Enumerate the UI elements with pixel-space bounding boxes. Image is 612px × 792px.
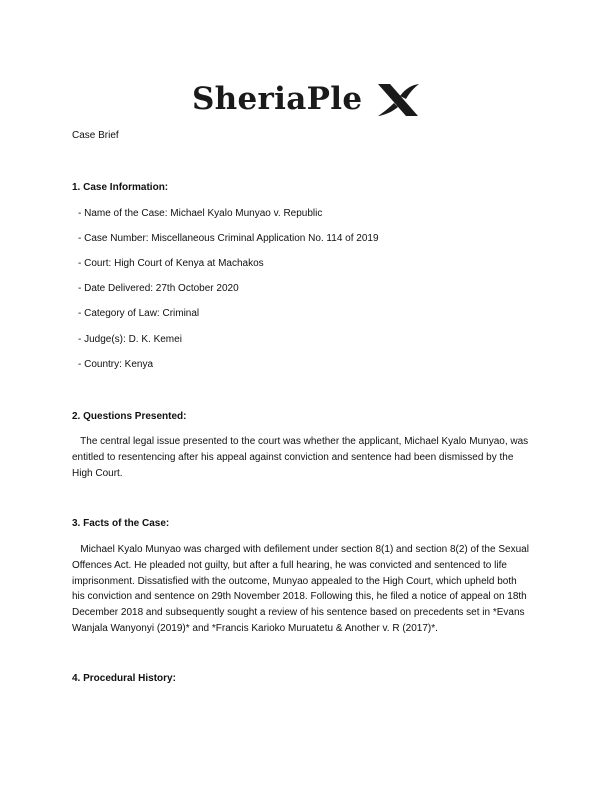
section-heading-facts-of-the-case: 3. Facts of the Case: <box>72 518 170 529</box>
x-mark-icon <box>376 82 420 118</box>
paragraph-line: The central legal issue presented to the court was whether the applicant, Michael Kyalo Munyao, was <box>72 436 529 447</box>
paragraph-line: High Court. <box>72 468 123 479</box>
paragraph-line: his conviction and sentence on 29th November 2018. Following this, he filed a notice of appeal on 18th <box>72 591 527 602</box>
case-info-item: - Case Number: Miscellaneous Criminal Application No. 114 of 2019 <box>78 233 379 244</box>
document-label: Case Brief <box>72 130 119 141</box>
section-heading-questions-presented: 2. Questions Presented: <box>72 411 187 422</box>
section-heading-case-information: 1. Case Information: <box>72 182 169 193</box>
case-info-item: - Judge(s): D. K. Kemei <box>78 334 182 345</box>
paragraph-line: Offences Act. He pleaded not guilty, but after a full hearing, he was convicted and sentenced to life <box>72 560 507 571</box>
paragraph-line: entitled to resentencing after his appeal against conviction and sentence had been dismissed by the <box>72 452 514 463</box>
sheriaplex-logo <box>192 76 424 122</box>
paragraph-line: Wanjala Wanyonyi (2019)* and *Francis Karioko Muruatetu & Another v. R (2017)*. <box>72 623 438 634</box>
paragraph-line: Michael Kyalo Munyao was charged with defilement under section 8(1) and section 8(2) of the Sexual <box>72 544 529 555</box>
section-heading-procedural-history: 4. Procedural History: <box>72 673 176 684</box>
case-info-item: - Country: Kenya <box>78 359 154 370</box>
paragraph-line: December 2018 and subsequently sought a review of his sentence based on precedents set in *Evans <box>72 607 525 618</box>
case-info-item: - Category of Law: Criminal <box>78 308 200 319</box>
logo-wordmark: SheriaPle <box>192 81 363 117</box>
case-info-item: - Date Delivered: 27th October 2020 <box>78 283 239 294</box>
case-info-item: - Court: High Court of Kenya at Machakos <box>78 258 264 269</box>
case-info-item: - Name of the Case: Michael Kyalo Munyao v. Republic <box>78 208 323 219</box>
paragraph-line: imprisonment. Dissatisfied with the outcome, Munyao appealed to the High Court, which upheld both <box>72 576 517 587</box>
